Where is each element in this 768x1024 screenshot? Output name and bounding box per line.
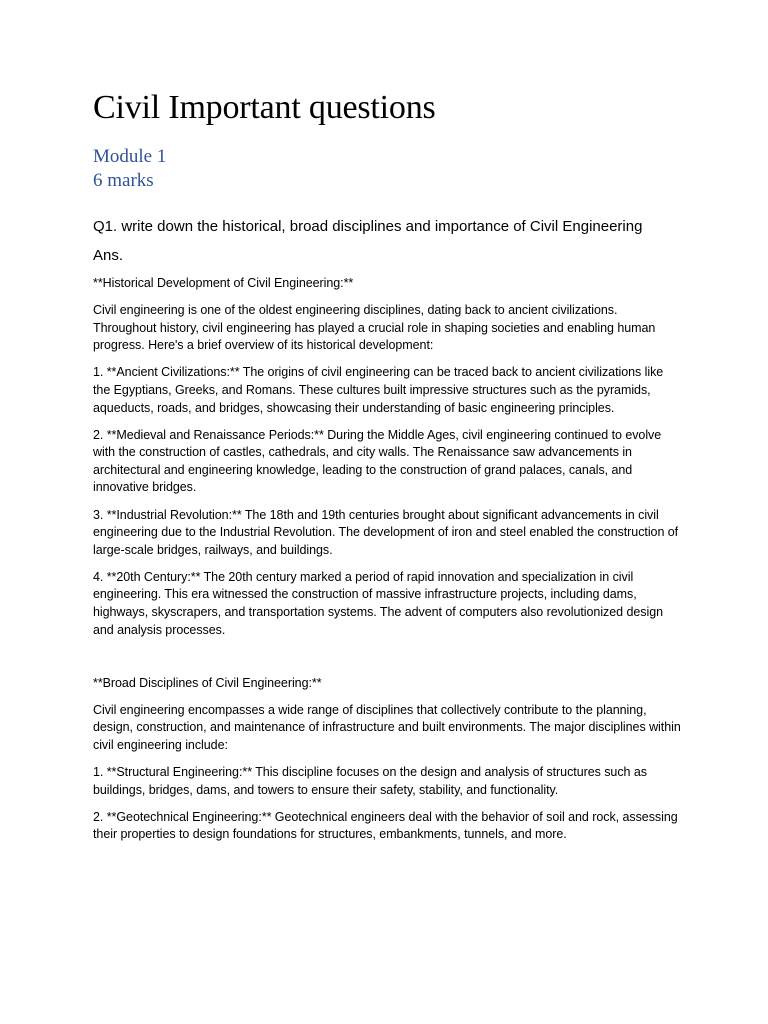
historical-item: 2. **Medieval and Renaissance Periods:** During the Middle Ages, civil engineering continued to evolve with the construction of castles, cathedrals, and city walls. The Renaissance saw advancements in architectural and engineering knowledge, leading to the construction of grand palaces, canals, and innovative bridges. bbox=[93, 427, 662, 495]
answer-label: Ans. bbox=[93, 247, 124, 264]
historical-item: 1. **Ancient Civilizations:** The origins of civil engineering can be traced back to ancient civilizations like the Egyptians, Greeks, and Romans. These cultures built impressive structures such as the pyramids, aqueducts, roads, and bridges, showcasing their understanding of basic engineering principles. bbox=[93, 365, 664, 415]
module-marks: 6 marks bbox=[93, 170, 154, 191]
document-page bbox=[93, 86, 683, 853]
disciplines-intro: Civil engineering encompasses a wide range of disciplines that collectively contribute to the planning, design, construction, and maintenance of infrastructure and built environments. The major disciplines within civil engineering include: bbox=[93, 702, 681, 752]
discipline-item: 2. **Geotechnical Engineering:** Geotechnical engineers deal with the behavior of soil and rock, assessing their properties to design foundations for structures, embankments, tunnels, and more. bbox=[93, 809, 678, 842]
module-heading bbox=[93, 145, 683, 193]
document-title: Civil Important questions bbox=[93, 89, 436, 126]
historical-intro: Civil engineering is one of the oldest engineering disciplines, dating back to ancient civilizations. Throughout history, civil engineering has played a crucial role in shaping societies and enabling human progress. Here's a brief overview of its historical development: bbox=[93, 303, 656, 353]
disciplines-heading: **Broad Disciplines of Civil Engineering:** bbox=[93, 675, 322, 690]
historical-heading: **Historical Development of Civil Engineering:** bbox=[93, 276, 354, 290]
historical-item: 4. **20th Century:** The 20th century marked a period of rapid innovation and specialization in civil engineering. This era witnessed the construction of massive infrastructure projects, including dams, highways, skyscrapers, and transportation systems. The advent of computers also revolutionized design and analysis processes. bbox=[93, 569, 664, 637]
historical-item: 3. **Industrial Revolution:** The 18th and 19th centuries brought about significant advancements in civil engineering due to the Industrial Revolution. The development of iron and steel enabled the construction of large-scale bridges, railways, and buildings. bbox=[93, 507, 679, 557]
question-text: Q1. write down the historical, broad disciplines and importance of Civil Engineering bbox=[93, 218, 643, 235]
section-spacer bbox=[93, 649, 683, 675]
discipline-item: 1. **Structural Engineering:** This discipline focuses on the design and analysis of structures such as buildings, bridges, dams, and towers to ensure their safety, stability, and functionality. bbox=[93, 765, 647, 797]
module-name: Module 1 bbox=[93, 146, 167, 167]
